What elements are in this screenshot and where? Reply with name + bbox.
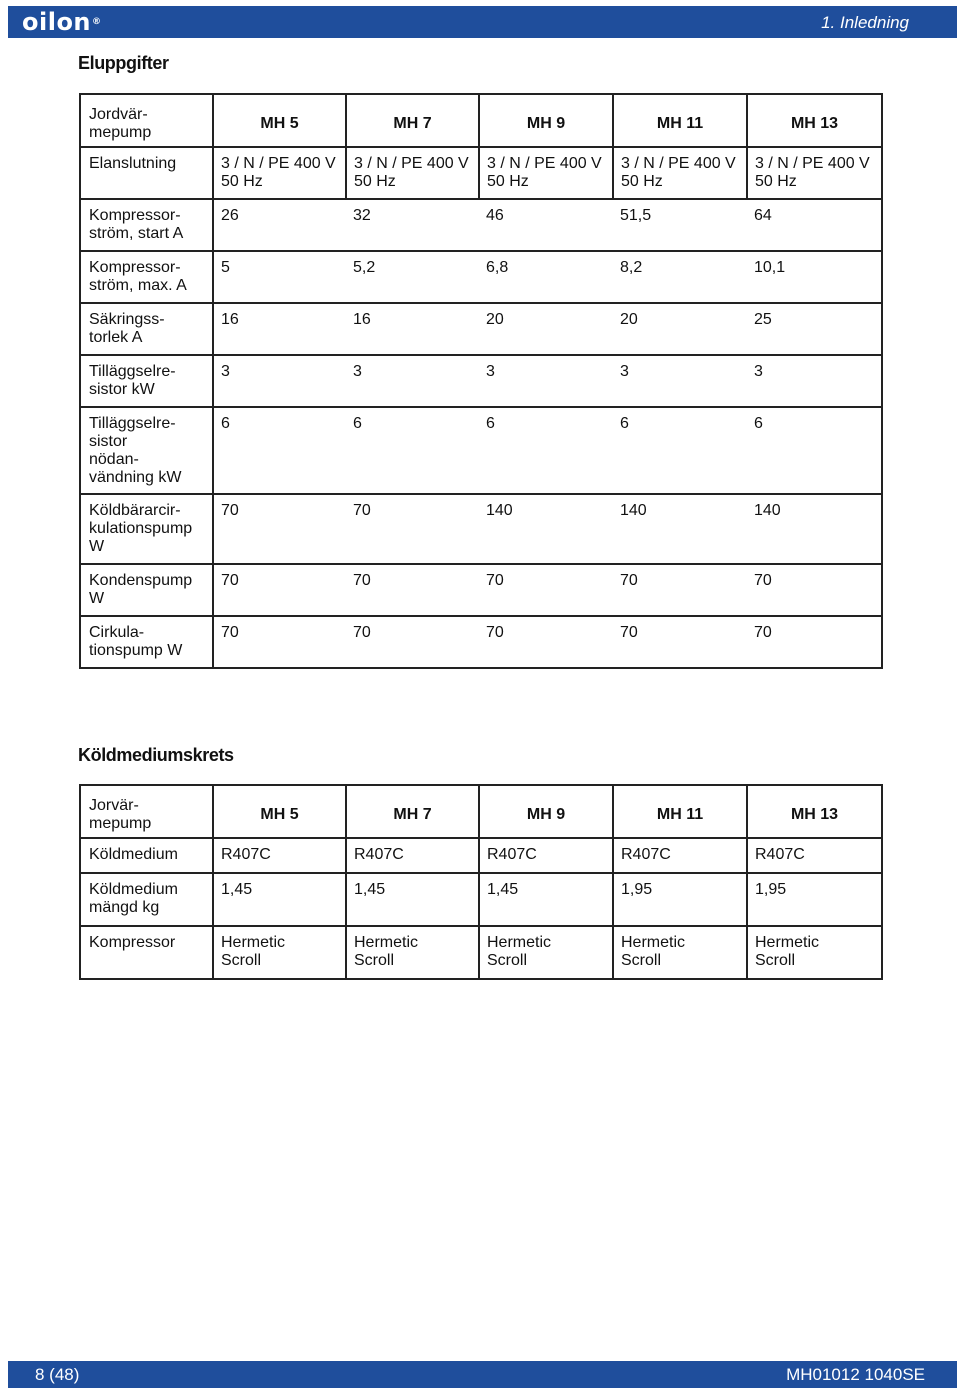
electrical-cell: 70 <box>747 616 882 668</box>
refrigerant-cell: 1,45 <box>479 873 613 926</box>
electrical-row-label: Kondenspump W <box>80 564 213 616</box>
electrical-cell: 70 <box>613 616 747 668</box>
refrigerant-cell: Hermetic Scroll <box>479 926 613 979</box>
refrigerant-cell: R407C <box>213 838 346 873</box>
electrical-section-title: Eluppgifter <box>78 53 169 73</box>
refrigerant-cell: 1,45 <box>213 873 346 926</box>
electrical-cell: 70 <box>346 616 479 668</box>
electrical-cell: 46 <box>479 199 613 251</box>
electrical-table-row <box>80 407 882 494</box>
electrical-row-label: Elanslutning <box>80 147 213 199</box>
refrigerant-cell: Hermetic Scroll <box>747 926 882 979</box>
electrical-cell: 3 <box>613 355 747 407</box>
refrigerant-row-label: Köldmedium <box>80 838 213 873</box>
refrigerant-column-header: MH 7 <box>346 785 479 838</box>
refrigerant-column-header: MH 5 <box>213 785 346 838</box>
electrical-table-row <box>80 147 882 199</box>
electrical-row-label: Cirkula- tionspump W <box>80 616 213 668</box>
electrical-cell: 6 <box>613 407 747 494</box>
electrical-cell: 70 <box>613 564 747 616</box>
refrigerant-table-row <box>80 926 882 979</box>
document-id: MH01012 1040SE <box>786 1365 925 1384</box>
electrical-cell: 26 <box>213 199 346 251</box>
refrigerant-row-label: Köldmedium mängd kg <box>80 873 213 926</box>
refrigerant-cell: Hermetic Scroll <box>346 926 479 979</box>
electrical-table-row <box>80 494 882 564</box>
electrical-cell: 3 / N / PE 400 V 50 Hz <box>213 147 346 199</box>
electrical-table-row <box>80 355 882 407</box>
electrical-cell: 16 <box>346 303 479 355</box>
refrigerant-cell: R407C <box>613 838 747 873</box>
electrical-cell: 51,5 <box>613 199 747 251</box>
electrical-cell: 6 <box>747 407 882 494</box>
electrical-cell: 140 <box>613 494 747 564</box>
footer-bar <box>8 1361 957 1388</box>
electrical-cell: 3 <box>747 355 882 407</box>
electrical-cell: 3 / N / PE 400 V 50 Hz <box>346 147 479 199</box>
electrical-cell: 64 <box>747 199 882 251</box>
refrigerant-section-title: Köldmediumskrets <box>78 745 234 765</box>
electrical-cell: 6,8 <box>479 251 613 303</box>
refrigerant-corner-label: Jorvär- mepump <box>80 785 213 838</box>
electrical-cell: 70 <box>747 564 882 616</box>
refrigerant-table <box>79 784 883 980</box>
electrical-cell: 70 <box>346 564 479 616</box>
refrigerant-cell: 1,95 <box>747 873 882 926</box>
electrical-cell: 5,2 <box>346 251 479 303</box>
electrical-cell: 3 / N / PE 400 V 50 Hz <box>613 147 747 199</box>
refrigerant-cell: R407C <box>747 838 882 873</box>
electrical-cell: 70 <box>479 564 613 616</box>
electrical-cell: 10,1 <box>747 251 882 303</box>
electrical-cell: 70 <box>213 616 346 668</box>
logo-text: oilon <box>22 8 92 36</box>
refrigerant-cell: Hermetic Scroll <box>613 926 747 979</box>
electrical-row-label: Kompressor- ström, max. A <box>80 251 213 303</box>
electrical-row-label: Tilläggselre- sistor nödan- vändning kW <box>80 407 213 494</box>
electrical-cell: 20 <box>479 303 613 355</box>
refrigerant-cell: 1,45 <box>346 873 479 926</box>
refrigerant-column-header: MH 11 <box>613 785 747 838</box>
electrical-table-row <box>80 564 882 616</box>
electrical-column-header: MH 13 <box>747 94 882 147</box>
refrigerant-header-row <box>80 785 882 838</box>
oilon-logo <box>22 8 102 36</box>
electrical-cell: 6 <box>479 407 613 494</box>
page-number: 8 (48) <box>35 1365 80 1384</box>
electrical-row-label: Köldbärarcir- kulationspump W <box>80 494 213 564</box>
electrical-cell: 6 <box>346 407 479 494</box>
electrical-cell: 5 <box>213 251 346 303</box>
electrical-cell: 3 <box>346 355 479 407</box>
electrical-cell: 25 <box>747 303 882 355</box>
electrical-cell: 140 <box>747 494 882 564</box>
refrigerant-column-header: MH 9 <box>479 785 613 838</box>
electrical-cell: 70 <box>479 616 613 668</box>
electrical-column-header: MH 9 <box>479 94 613 147</box>
electrical-column-header: MH 11 <box>613 94 747 147</box>
electrical-table-row <box>80 251 882 303</box>
electrical-cell: 70 <box>346 494 479 564</box>
electrical-cell: 70 <box>213 494 346 564</box>
refrigerant-cell: Hermetic Scroll <box>213 926 346 979</box>
electrical-table-row <box>80 616 882 668</box>
refrigerant-cell: R407C <box>479 838 613 873</box>
electrical-cell: 70 <box>213 564 346 616</box>
refrigerant-cell: 1,95 <box>613 873 747 926</box>
electrical-cell: 3 / N / PE 400 V 50 Hz <box>479 147 613 199</box>
header-bar <box>8 6 957 38</box>
electrical-cell: 3 <box>213 355 346 407</box>
refrigerant-table-row <box>80 838 882 873</box>
electrical-cell: 20 <box>613 303 747 355</box>
electrical-cell: 3 / N / PE 400 V 50 Hz <box>747 147 882 199</box>
electrical-cell: 32 <box>346 199 479 251</box>
electrical-row-label: Säkringss- torlek A <box>80 303 213 355</box>
electrical-corner-label: Jordvär- mepump <box>80 94 213 147</box>
electrical-row-label: Tilläggselre- sistor kW <box>80 355 213 407</box>
electrical-table-row <box>80 199 882 251</box>
electrical-column-header: MH 7 <box>346 94 479 147</box>
electrical-cell: 140 <box>479 494 613 564</box>
electrical-cell: 3 <box>479 355 613 407</box>
chapter-title: 1. Inledning <box>821 13 909 32</box>
electrical-column-header: MH 5 <box>213 94 346 147</box>
electrical-table-row <box>80 303 882 355</box>
electrical-cell: 8,2 <box>613 251 747 303</box>
logo-registered-mark: ® <box>92 17 102 27</box>
electrical-cell: 16 <box>213 303 346 355</box>
refrigerant-column-header: MH 13 <box>747 785 882 838</box>
electrical-table <box>79 93 883 669</box>
electrical-cell: 6 <box>213 407 346 494</box>
refrigerant-row-label: Kompressor <box>80 926 213 979</box>
refrigerant-cell: R407C <box>346 838 479 873</box>
refrigerant-table-row <box>80 873 882 926</box>
electrical-header-row <box>80 94 882 147</box>
electrical-row-label: Kompressor- ström, start A <box>80 199 213 251</box>
